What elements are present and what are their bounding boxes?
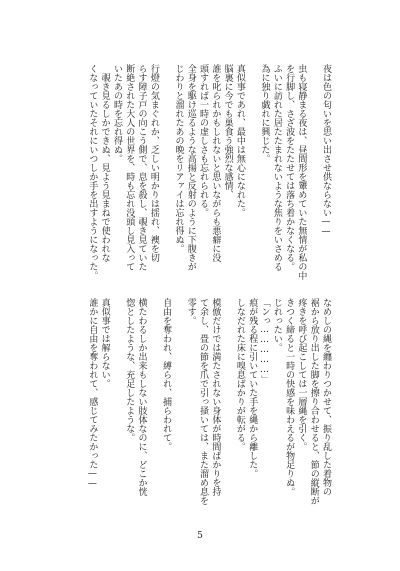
lower-text-line: 裾から放り出した脚を擦り合わせると、節の縦断が — [308, 298, 319, 505]
upper-text-line: らす障子戸の向こう側で、息を殺し、覗き見ていた — [136, 64, 147, 271]
lower-text-line: 誰かに自由を奪われて、感じてみたかった—— — [87, 298, 98, 489]
lower-text-line: 惚としたような、充足したような。 — [124, 298, 135, 442]
upper-text-blank-line — [246, 64, 258, 290]
upper-text-block — [56, 64, 332, 290]
upper-text-line: 覗き見るしかできぬ、見よう見まねで使われな — [99, 64, 110, 262]
lower-text-line: 自由を奪われ、縛られ、捕らわれて。 — [161, 298, 172, 451]
lower-text-line: 「ンっ……………」 — [259, 298, 270, 384]
lower-text-line: て余し、畳の節を爪で引っ掻いては、また溜め息を — [198, 298, 209, 505]
upper-text-line: 為に独り戯れに興じた。 — [259, 64, 270, 163]
upper-text-line: 全身を駆け巡るような高揚と反射のように下腹きが — [185, 64, 196, 271]
page-number: 5 — [197, 531, 203, 541]
lower-text-line: 横たわるしか出来もしない肢体なのに、どこか恍 — [136, 298, 147, 496]
lower-text-line: じれったい。 — [271, 298, 282, 352]
lower-text-line: 模倣だけでは満たされない身体が時間ばかりを持 — [210, 298, 221, 496]
lower-text-line: 零す。 — [185, 298, 196, 325]
upper-text-line: じわりと溜れたあの晩をリアァイは忘れ得ぬ。 — [173, 64, 184, 253]
upper-text-line: 誰を叱られかもしれないと思いながらも悪癖に没 — [210, 64, 221, 262]
lower-text-line: 疼きを呼び起こしては一層縄を引く。 — [296, 298, 307, 451]
lower-text-blank-line — [221, 298, 233, 508]
upper-text-line: 脳裏に今でも巣食う強烈な感情、 — [222, 64, 233, 199]
lower-text-block — [56, 298, 332, 508]
lower-text-line: なめしの縄を纏わりつかせて、振り乱した着物の — [321, 298, 331, 496]
lower-text-line: 痕が残る程に引いていた手を縄から離した。 — [247, 298, 258, 478]
upper-text-line: 断絶された大人の世界を、時も忘れ没頭し見入って — [124, 64, 135, 271]
upper-text-line: 虫も寝静まる夜は、昼間形を顰めていた無情が私の中 — [296, 64, 307, 280]
lower-text-line: しなだれた床に嗅息ばかりが転がる。 — [234, 298, 245, 451]
upper-text-line: 行燈の気まぐれか、乏しい明かりは揺れ、襖を切 — [148, 64, 159, 262]
upper-text-line: 真似事であれ、最中は無心になれた。 — [234, 64, 245, 217]
lower-text-blank-line — [148, 298, 160, 508]
upper-text-blank-line — [160, 64, 172, 290]
upper-text-line: くなっていたそれにいつしか手を出すようになった。 — [87, 64, 98, 280]
upper-text-line: いたあの時を忘れ得ぬ。 — [111, 64, 122, 163]
upper-text-line: ふいに訪れた居たたまれないような焦りをいさめる — [271, 64, 282, 271]
upper-text-line: 夜は色の匂いを思い出させ供ならない—— — [321, 64, 331, 237]
upper-text-blank-line — [307, 64, 319, 290]
lower-text-blank-line — [111, 298, 123, 508]
upper-text-line: 頭すれば一時の虚しさも忘れられる。 — [198, 64, 209, 217]
upper-text-line: を行脚し、さざ波をたたせては落ち着かなくなる。 — [284, 64, 295, 271]
lower-text-blank-line — [172, 298, 184, 508]
lower-text-line: きつく締ると一時の快感を味わえるが物足りぬ。 — [284, 298, 295, 496]
lower-text-line: 真似事では解らない。 — [99, 298, 110, 388]
